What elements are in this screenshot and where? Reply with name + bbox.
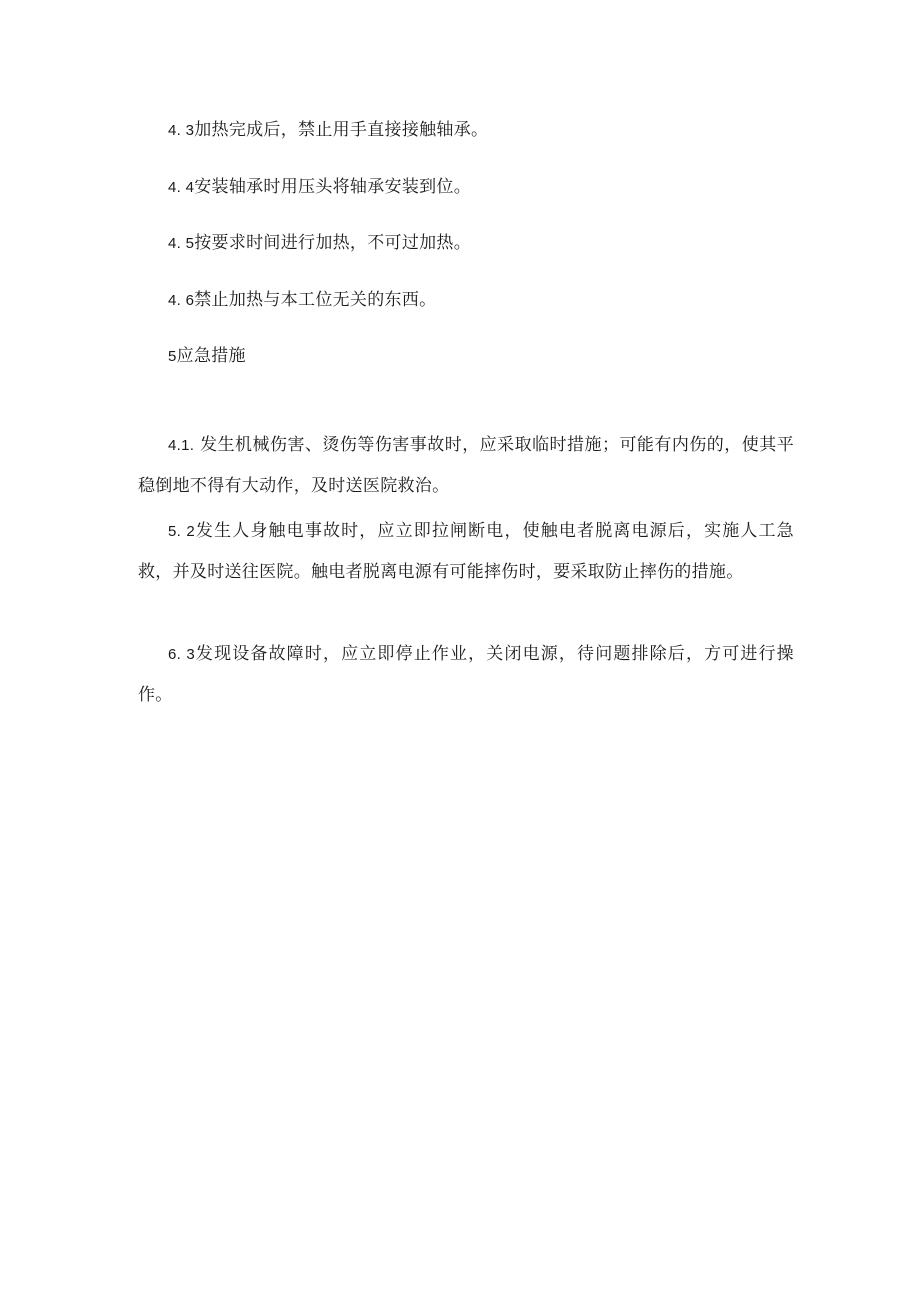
- item-text: 发现设备故障时，应立即停止作业，关闭电源，待问题排除后，方可进行操作。: [138, 644, 794, 705]
- item-number: 4. 3: [168, 122, 195, 139]
- item-number: 4. 4: [168, 179, 195, 196]
- emergency-item-1: [138, 425, 794, 506]
- item-text: 安装轴承时用压头将轴承安装到位。: [194, 177, 472, 197]
- item-number: 4. 5: [168, 235, 195, 252]
- emergency-item-2: [138, 511, 794, 592]
- item-text: 发生机械伤害、烫伤等伤害事故时，应采取临时措施；可能有内伤的，使其平稳倒地不得有大动作，及时送医院救治。: [138, 435, 794, 496]
- item-4-4: [168, 175, 471, 200]
- item-text: 禁止加热与本工位无关的东西。: [194, 290, 437, 310]
- item-number: 4.1.: [168, 437, 195, 454]
- section-number: 5: [168, 348, 177, 365]
- section-heading: [168, 344, 246, 369]
- item-4-3: [168, 118, 488, 143]
- emergency-item-3: [138, 634, 794, 715]
- section-title: 应急措施: [176, 346, 246, 366]
- item-text: 加热完成后，禁止用手直接接触轴承。: [194, 120, 489, 140]
- item-number: 4. 6: [168, 292, 195, 309]
- item-number: 5. 2: [168, 523, 196, 540]
- item-number: 6. 3: [168, 646, 196, 663]
- item-4-6: [168, 288, 436, 313]
- item-text: 发生人身触电事故时，应立即拉闸断电，使触电者脱离电源后，实施人工急救，并及时送往医院。触电者脱离电源有可能摔伤时，要采取防止摔伤的措施。: [138, 521, 794, 582]
- item-4-5: [168, 231, 471, 256]
- item-text: 按要求时间进行加热，不可过加热。: [194, 233, 472, 253]
